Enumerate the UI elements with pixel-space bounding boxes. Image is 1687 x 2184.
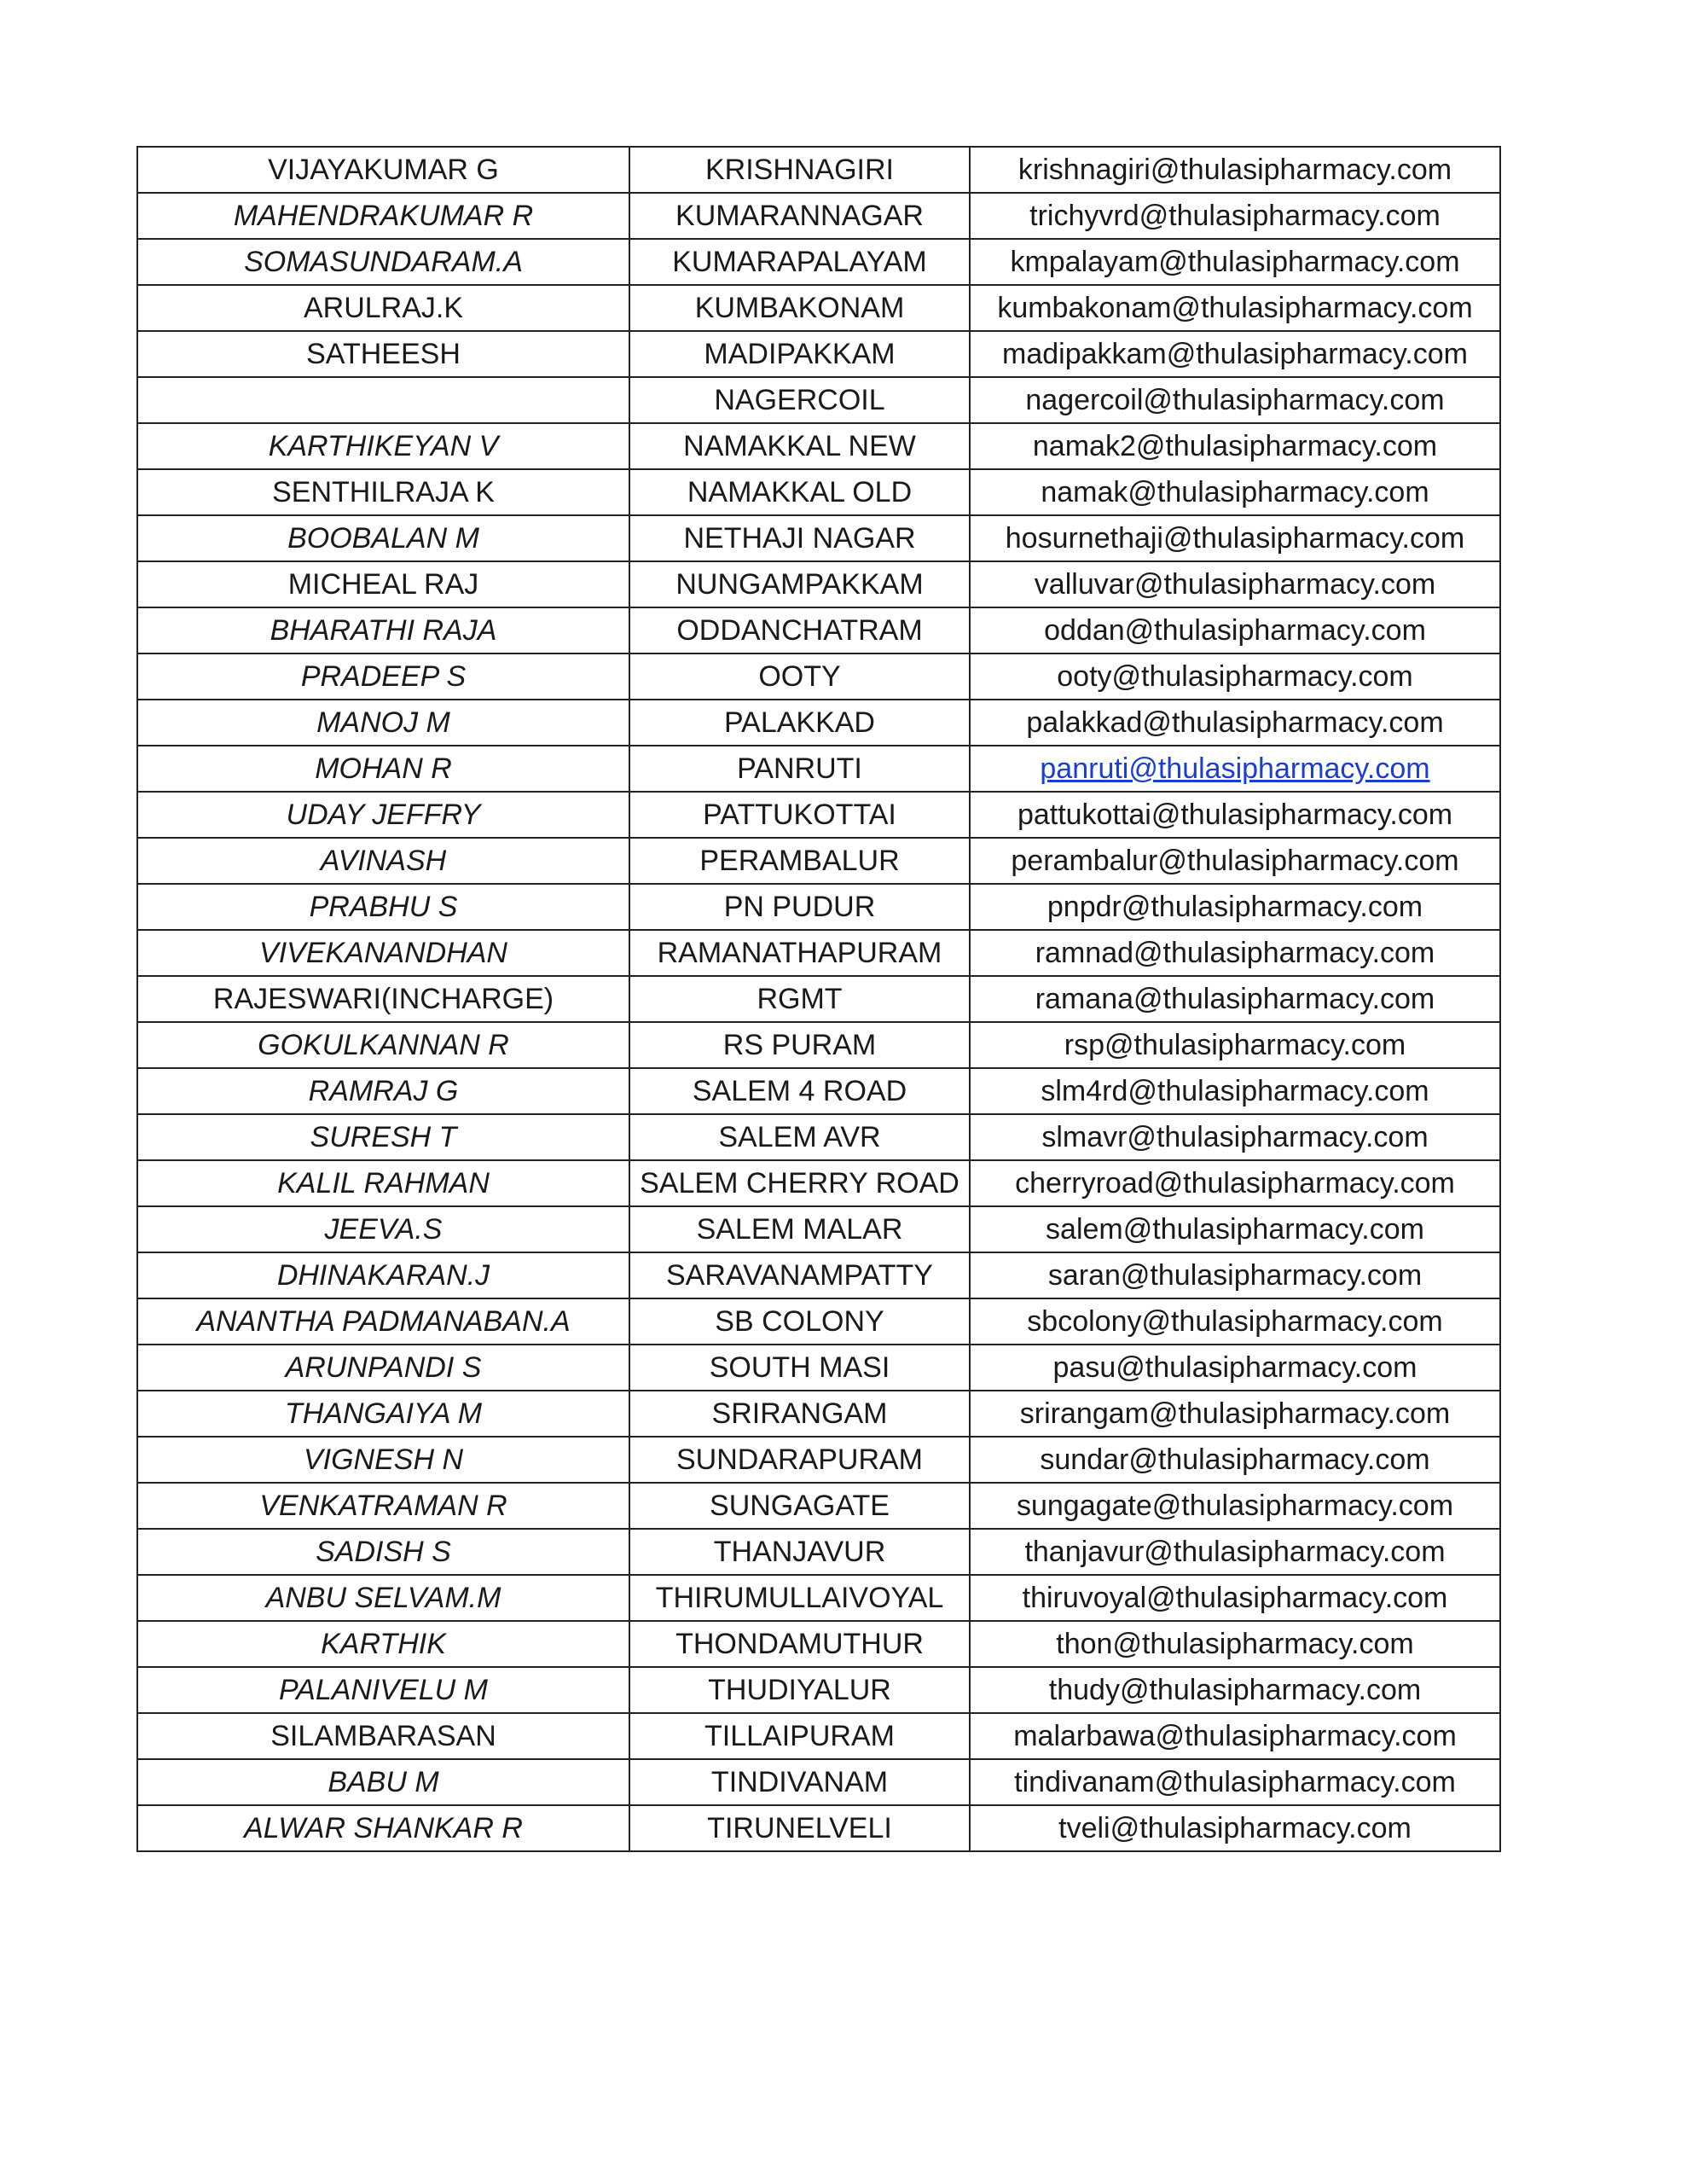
manager-name-cell: MANOJ M	[137, 700, 629, 746]
table-row	[137, 1068, 1500, 1114]
table-row	[137, 1437, 1500, 1483]
table-row	[137, 1621, 1500, 1667]
email-cell: ramnad@thulasipharmacy.com	[970, 930, 1500, 976]
table-row	[137, 1022, 1500, 1068]
email-cell: cherryroad@thulasipharmacy.com	[970, 1160, 1500, 1206]
table-row	[137, 1759, 1500, 1805]
table-row	[137, 653, 1500, 700]
table-row	[137, 607, 1500, 653]
manager-name-cell: BABU M	[137, 1759, 629, 1805]
email-cell: tindivanam@thulasipharmacy.com	[970, 1759, 1500, 1805]
branch-cell: PANRUTI	[629, 746, 970, 792]
manager-name-cell	[137, 377, 629, 423]
manager-name-cell: KARTHIKEYAN V	[137, 423, 629, 469]
table-row	[137, 976, 1500, 1022]
manager-name-cell: PRABHU S	[137, 884, 629, 930]
manager-name-cell: DHINAKARAN.J	[137, 1252, 629, 1298]
branch-cell: NUNGAMPAKKAM	[629, 561, 970, 607]
branch-cell: TIRUNELVELI	[629, 1805, 970, 1851]
email-cell: sungagate@thulasipharmacy.com	[970, 1483, 1500, 1529]
table-row	[137, 561, 1500, 607]
directory-table-body	[137, 147, 1500, 1851]
table-row	[137, 792, 1500, 838]
branch-cell: ODDANCHATRAM	[629, 607, 970, 653]
manager-name-cell: VIVEKANANDHAN	[137, 930, 629, 976]
branch-cell: SUNGAGATE	[629, 1483, 970, 1529]
email-cell: nagercoil@thulasipharmacy.com	[970, 377, 1500, 423]
table-row	[137, 423, 1500, 469]
table-row	[137, 1575, 1500, 1621]
branch-cell: THONDAMUTHUR	[629, 1621, 970, 1667]
table-row	[137, 1206, 1500, 1252]
table-row	[137, 1391, 1500, 1437]
email-cell: thudy@thulasipharmacy.com	[970, 1667, 1500, 1713]
manager-name-cell: VIJAYAKUMAR G	[137, 147, 629, 193]
email-cell: ramana@thulasipharmacy.com	[970, 976, 1500, 1022]
email-cell: hosurnethaji@thulasipharmacy.com	[970, 515, 1500, 561]
email-cell: trichyvrd@thulasipharmacy.com	[970, 193, 1500, 239]
branch-cell: NAMAKKAL OLD	[629, 469, 970, 515]
table-row	[137, 746, 1500, 792]
manager-name-cell: VENKATRAMAN R	[137, 1483, 629, 1529]
manager-name-cell: BHARATHI RAJA	[137, 607, 629, 653]
branch-cell: NAGERCOIL	[629, 377, 970, 423]
branch-cell: TILLAIPURAM	[629, 1713, 970, 1759]
branch-cell: SRIRANGAM	[629, 1391, 970, 1437]
table-row	[137, 884, 1500, 930]
branch-cell: PERAMBALUR	[629, 838, 970, 884]
branch-cell: THIRUMULLAIVOYAL	[629, 1575, 970, 1621]
table-row	[137, 193, 1500, 239]
email-cell: salem@thulasipharmacy.com	[970, 1206, 1500, 1252]
table-row	[137, 1667, 1500, 1713]
manager-name-cell: ALWAR SHANKAR R	[137, 1805, 629, 1851]
email-cell: slm4rd@thulasipharmacy.com	[970, 1068, 1500, 1114]
table-row	[137, 331, 1500, 377]
table-row	[137, 1160, 1500, 1206]
email-cell: krishnagiri@thulasipharmacy.com	[970, 147, 1500, 193]
branch-cell: MADIPAKKAM	[629, 331, 970, 377]
manager-name-cell: RAJESWARI(INCHARGE)	[137, 976, 629, 1022]
manager-name-cell: SATHEESH	[137, 331, 629, 377]
branch-cell: SALEM MALAR	[629, 1206, 970, 1252]
pharmacy-directory-table	[136, 146, 1501, 1852]
branch-cell: SARAVANAMPATTY	[629, 1252, 970, 1298]
email-cell: pnpdr@thulasipharmacy.com	[970, 884, 1500, 930]
table-row	[137, 285, 1500, 331]
branch-cell: RAMANATHAPURAM	[629, 930, 970, 976]
table-row	[137, 1713, 1500, 1759]
email-cell: perambalur@thulasipharmacy.com	[970, 838, 1500, 884]
branch-cell: KRISHNAGIRI	[629, 147, 970, 193]
branch-cell: NAMAKKAL NEW	[629, 423, 970, 469]
branch-cell: THANJAVUR	[629, 1529, 970, 1575]
email-cell: oddan@thulasipharmacy.com	[970, 607, 1500, 653]
branch-cell: KUMARAPALAYAM	[629, 239, 970, 285]
manager-name-cell: PALANIVELU M	[137, 1667, 629, 1713]
manager-name-cell: SOMASUNDARAM.A	[137, 239, 629, 285]
email-cell	[970, 746, 1500, 792]
email-cell: saran@thulasipharmacy.com	[970, 1252, 1500, 1298]
manager-name-cell: AVINASH	[137, 838, 629, 884]
email-cell: madipakkam@thulasipharmacy.com	[970, 331, 1500, 377]
manager-name-cell: ARUNPANDI S	[137, 1345, 629, 1391]
branch-cell: SALEM CHERRY ROAD	[629, 1160, 970, 1206]
email-cell: malarbawa@thulasipharmacy.com	[970, 1713, 1500, 1759]
table-row	[137, 239, 1500, 285]
manager-name-cell: THANGAIYA M	[137, 1391, 629, 1437]
manager-name-cell: SADISH S	[137, 1529, 629, 1575]
table-row	[137, 377, 1500, 423]
email-cell: sundar@thulasipharmacy.com	[970, 1437, 1500, 1483]
table-row	[137, 1298, 1500, 1345]
branch-cell: RGMT	[629, 976, 970, 1022]
branch-cell: KUMBAKONAM	[629, 285, 970, 331]
branch-cell: SALEM AVR	[629, 1114, 970, 1160]
email-cell: ooty@thulasipharmacy.com	[970, 653, 1500, 700]
email-cell: thon@thulasipharmacy.com	[970, 1621, 1500, 1667]
table-row	[137, 1483, 1500, 1529]
manager-name-cell: UDAY JEFFRY	[137, 792, 629, 838]
branch-cell: SALEM 4 ROAD	[629, 1068, 970, 1114]
email-cell: srirangam@thulasipharmacy.com	[970, 1391, 1500, 1437]
email-cell: namak2@thulasipharmacy.com	[970, 423, 1500, 469]
email-cell: valluvar@thulasipharmacy.com	[970, 561, 1500, 607]
manager-name-cell: ANBU SELVAM.M	[137, 1575, 629, 1621]
branch-cell: SUNDARAPURAM	[629, 1437, 970, 1483]
email-cell: thanjavur@thulasipharmacy.com	[970, 1529, 1500, 1575]
table-row	[137, 1114, 1500, 1160]
manager-name-cell: SENTHILRAJA K	[137, 469, 629, 515]
email-cell: kumbakonam@thulasipharmacy.com	[970, 285, 1500, 331]
table-row	[137, 515, 1500, 561]
branch-cell: PATTUKOTTAI	[629, 792, 970, 838]
manager-name-cell: KARTHIK	[137, 1621, 629, 1667]
manager-name-cell: MICHEAL RAJ	[137, 561, 629, 607]
email-cell: slmavr@thulasipharmacy.com	[970, 1114, 1500, 1160]
manager-name-cell: ANANTHA PADMANABAN.A	[137, 1298, 629, 1345]
email-cell: pasu@thulasipharmacy.com	[970, 1345, 1500, 1391]
manager-name-cell: MOHAN R	[137, 746, 629, 792]
table-row	[137, 147, 1500, 193]
table-row	[137, 1345, 1500, 1391]
table-row	[137, 1529, 1500, 1575]
manager-name-cell: VIGNESH N	[137, 1437, 629, 1483]
email-cell: tveli@thulasipharmacy.com	[970, 1805, 1500, 1851]
manager-name-cell: RAMRAJ G	[137, 1068, 629, 1114]
table-row	[137, 930, 1500, 976]
manager-name-cell: PRADEEP S	[137, 653, 629, 700]
branch-cell: SOUTH MASI	[629, 1345, 970, 1391]
branch-cell: TINDIVANAM	[629, 1759, 970, 1805]
email-cell: namak@thulasipharmacy.com	[970, 469, 1500, 515]
manager-name-cell: SILAMBARASAN	[137, 1713, 629, 1759]
branch-cell: RS PURAM	[629, 1022, 970, 1068]
email-cell: palakkad@thulasipharmacy.com	[970, 700, 1500, 746]
table-row	[137, 1252, 1500, 1298]
email-cell: pattukottai@thulasipharmacy.com	[970, 792, 1500, 838]
email-cell: rsp@thulasipharmacy.com	[970, 1022, 1500, 1068]
table-row	[137, 838, 1500, 884]
table-row	[137, 1805, 1500, 1851]
manager-name-cell: KALIL RAHMAN	[137, 1160, 629, 1206]
branch-cell: PN PUDUR	[629, 884, 970, 930]
manager-name-cell: ARULRAJ.K	[137, 285, 629, 331]
manager-name-cell: SURESH T	[137, 1114, 629, 1160]
email-cell: sbcolony@thulasipharmacy.com	[970, 1298, 1500, 1345]
table-row	[137, 469, 1500, 515]
manager-name-cell: JEEVA.S	[137, 1206, 629, 1252]
branch-cell: KUMARANNAGAR	[629, 193, 970, 239]
branch-cell: PALAKKAD	[629, 700, 970, 746]
email-cell: thiruvoyal@thulasipharmacy.com	[970, 1575, 1500, 1621]
branch-cell: SB COLONY	[629, 1298, 970, 1345]
branch-cell: THUDIYALUR	[629, 1667, 970, 1713]
email-cell: kmpalayam@thulasipharmacy.com	[970, 239, 1500, 285]
branch-cell: NETHAJI NAGAR	[629, 515, 970, 561]
branch-cell: OOTY	[629, 653, 970, 700]
table-row	[137, 700, 1500, 746]
manager-name-cell: MAHENDRAKUMAR R	[137, 193, 629, 239]
manager-name-cell: BOOBALAN M	[137, 515, 629, 561]
manager-name-cell: GOKULKANNAN R	[137, 1022, 629, 1068]
email-link[interactable]: panruti@thulasipharmacy.com	[1040, 752, 1430, 785]
